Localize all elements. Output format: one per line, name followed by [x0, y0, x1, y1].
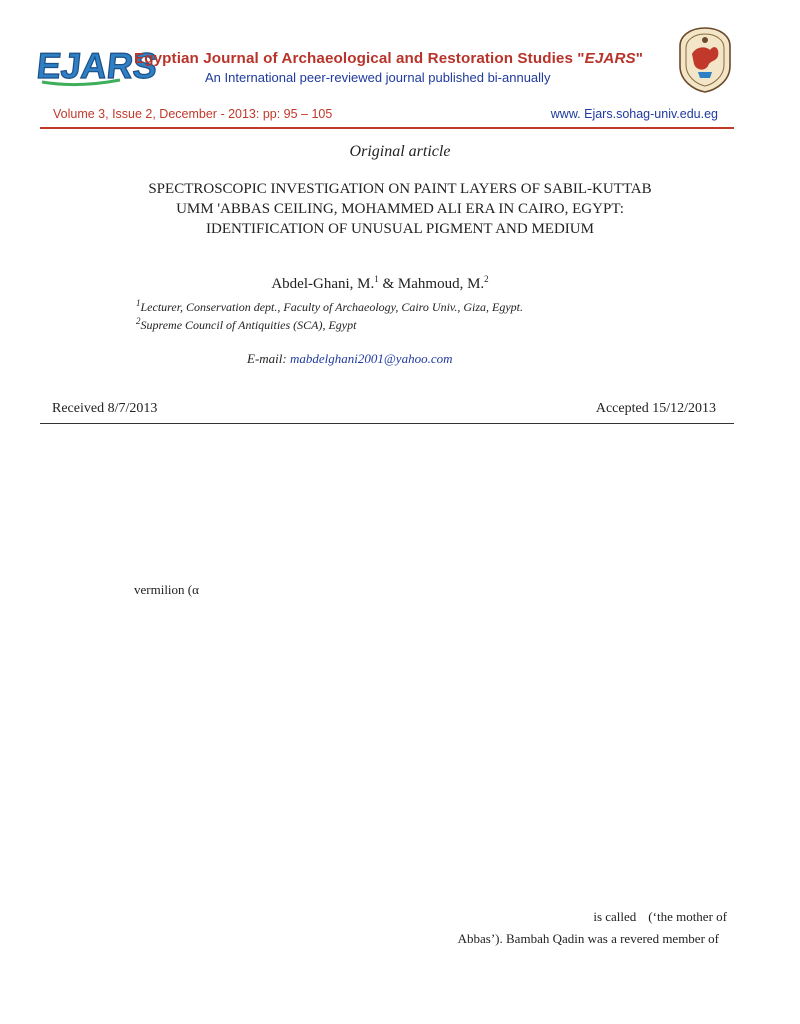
accepted-date: Accepted 15/12/2013 [595, 401, 716, 416]
university-seal-icon [676, 26, 734, 94]
logo-wordmark: EJARS [34, 45, 160, 86]
affiliation-2 [136, 316, 356, 333]
body-text-span: (‘the mother of [648, 909, 727, 924]
affiliation-1-text: Lecturer, Conservation dept., Faculty of Archaeology, Cairo Univ., Giza, Egypt. [140, 300, 524, 314]
journal-title-end: " [635, 50, 644, 67]
correspondence-email [247, 351, 453, 367]
body-text-span: is called [593, 909, 637, 924]
email-label: E-mail: [247, 351, 290, 366]
author-1-affil-mark: 1 [374, 274, 379, 284]
author-2: Mahmoud, M. [397, 276, 485, 292]
received-date: Received 8/7/2013 [52, 401, 158, 416]
email-link[interactable]: mabdelghani2001@yahoo.com [289, 351, 453, 366]
journal-title-main: Egyptian Journal of Archaeological and Restoration Studies " [134, 50, 585, 67]
issue-info: Volume 3, Issue 2, December - 2013: pp: 95 – 105 [53, 107, 333, 121]
dates-divider [40, 423, 734, 424]
affiliation-2-text: Supreme Council of Antiquities (SCA), Egypt [140, 318, 357, 332]
body-text-fragment [593, 909, 727, 925]
body-text-fragment: Abbas’). Bambah Qadin was a revered member of [457, 931, 719, 946]
author-list [0, 274, 760, 293]
body-text-fragment: vermilion (α [134, 582, 199, 597]
header-divider [40, 127, 734, 129]
affiliation-2-mark: 2 [136, 316, 141, 326]
journal-title-abbr: EJARS [584, 50, 636, 67]
title-line-1: SPECTROSCOPIC INVESTIGATION ON PAINT LAYERS OF SABIL-KUTTAB [148, 181, 652, 197]
journal-website-link[interactable]: www. Ejars.sohag-univ.edu.eg [550, 107, 718, 121]
journal-subtitle: An International peer-reviewed journal published bi-annually [205, 70, 551, 85]
affiliation-1-mark: 1 [136, 298, 141, 308]
author-separator: & [378, 276, 398, 292]
affiliation-1 [136, 298, 523, 315]
author-1: Abdel-Ghani, M. [271, 276, 375, 292]
author-2-affil-mark: 2 [484, 274, 489, 284]
title-line-2: UMM 'ABBAS CEILING, MOHAMMED ALI ERA IN CAIRO, EGYPT: [176, 201, 624, 217]
journal-title [134, 50, 643, 67]
article-type: Original article [349, 143, 451, 160]
title-line-3: IDENTIFICATION OF UNUSUAL PIGMENT AND MEDIUM [206, 221, 594, 237]
article-title [40, 179, 760, 239]
ejars-logo [34, 38, 160, 88]
